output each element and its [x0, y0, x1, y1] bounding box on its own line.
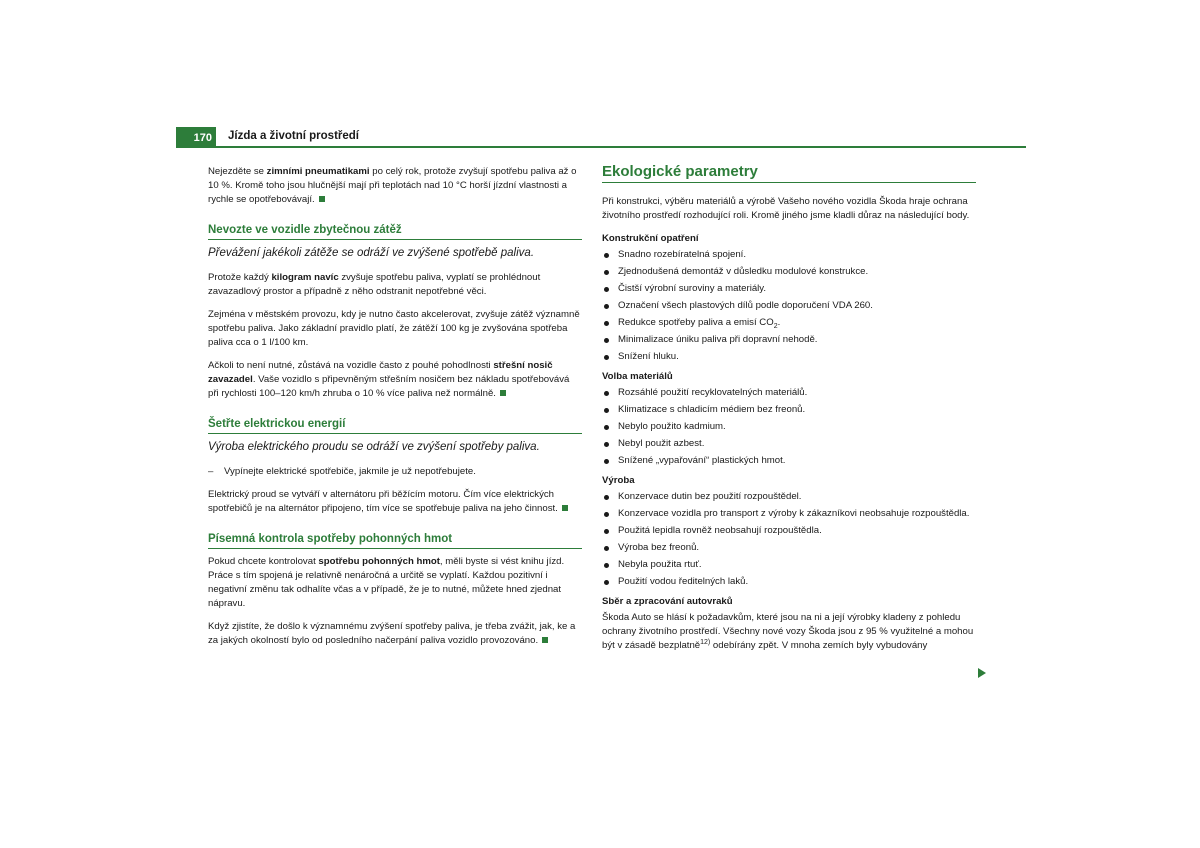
group-title: Sběr a zpracování autovraků [602, 596, 733, 607]
paragraph [208, 488, 582, 516]
end-square-icon [319, 196, 325, 202]
section-lead: Převážení jakékoli zátěže se odráží ve zvýšené spotřebě paliva. [208, 247, 535, 259]
paragraph [208, 555, 582, 611]
text: po celý rok, protože zvyšují spotřebu paliva až o 10 %. Kromě toho jsou hlučnější mají při teplotách nad 10 °C horší jízdní vlastnosti a rychle se opotřebovávají. [208, 166, 577, 205]
list-item: Snížené „vypařování“ plastických hmot. [602, 454, 976, 468]
text: . Vaše vozidlo s připevněným střešním nosičem bez nákladu spotřebovává při rychlosti 100–120 km/h zhruba o 10 % více paliva než normálně. [208, 374, 570, 399]
list-item: Minimalizace úniku paliva při dopravní nehodě. [602, 333, 976, 347]
text: Ačkoli to není nutné, zůstává na vozidle často z pouhé pohodlnosti [208, 360, 494, 371]
list-item: Použitá lepidla rovněž neobsahují rozpouštědla. [602, 524, 976, 538]
group-title: Volba materiálů [602, 371, 673, 382]
text: Redukce spotřeby paliva a emisí CO [618, 317, 774, 328]
end-square-icon [542, 637, 548, 643]
left-column [208, 165, 582, 657]
group-title: Konstrukční opatření [602, 233, 699, 244]
text: Když zjistíte, že došlo k významnému zvýšení spotřeby paliva, je třeba zvážit, jak, ke a za jakých okolností bylo od posledního načerpání paliva vozidlo provozováno. [208, 621, 576, 646]
text: odebírány zpět. V mnoha zemích byly vybudovány [710, 640, 928, 651]
group-title: Výroba [602, 475, 635, 486]
continue-arrow-icon [978, 668, 986, 678]
list-item: Výroba bez freonů. [602, 541, 976, 555]
subscript: 2 [773, 322, 778, 330]
list-item: Konzervace vozidla pro transport z výroby k zákazníkovi neobsahuje rozpouštědla. [602, 507, 976, 521]
text: Nejezděte se [208, 166, 267, 177]
paragraph [208, 620, 582, 648]
bold-text: zimními pneumatikami [266, 166, 370, 177]
text: Pokud chcete kontrolovat [208, 556, 319, 567]
list-item: Nebyl použit azbest. [602, 437, 976, 451]
header-rule [216, 146, 1026, 148]
bold-text: střešní nosič zavazadel [208, 360, 553, 385]
section-lead: Výroba elektrického proudu se odráží ve zvýšení spotřeby paliva. [208, 441, 540, 453]
right-column [602, 165, 976, 662]
intro-paragraph [208, 165, 582, 207]
materials-list [602, 386, 976, 468]
dash-marker: – [208, 466, 214, 477]
text: Elektrický proud se vytváří v alternátoru při běžícím motoru. Čím více elektrických spotřebičů je na alternátor připojeno, tím více se spotřebuje paliva na jeho činnost. [208, 489, 558, 514]
list-item: Konzervace dutin bez použití rozpouštědel. [602, 490, 976, 504]
eco-intro: Při konstrukci, výběru materiálů a výrobě Vašeho nového vozidla Škoda hraje ochrana životního prostředí rozhodující roli. Kromě jiného jsme kladli důraz na následující body. [602, 196, 970, 221]
list-item: Čistší výrobní suroviny a materiály. [602, 282, 976, 296]
page-number: 170 [176, 127, 216, 148]
paragraph [208, 359, 582, 401]
list-item-text: Vypínejte elektrické spotřebiče, jakmile je už nepotřebujete. [224, 466, 476, 477]
section-title-load: Nevozte ve vozidle zbytečnou zátěž [208, 223, 582, 240]
list-item: Zjednodušená demontáž v důsledku modulové konstrukce. [602, 265, 976, 279]
text: Škoda Auto se hlásí k požadavkům, které jsou na ni a její výrobky kladeny z pohledu ochrany životního prostředí. Všechny nové vozy Škoda jsou z 95 % využitelné a mohou být v zásadě bezplatně [602, 612, 974, 651]
list-item [602, 316, 976, 330]
end-square-icon [500, 390, 506, 396]
list-item: Snadno rozebíratelná spojení. [602, 248, 976, 262]
paragraph: Zejména v městském provozu, kdy je nutno často akcelerovat, zvyšuje zátěž významně spotřebu paliva. Jako základní pravidlo platí, že zátěží 100 kg je zvyšována spotřeba paliva cca o 1 l/100 km. [208, 309, 580, 348]
list-item: Označení všech plastových dílů podle doporučení VDA 260. [602, 299, 976, 313]
page-header [176, 127, 1026, 148]
paragraph [602, 611, 976, 653]
text: . [777, 317, 781, 328]
list-item: Použití vodou ředitelných laků. [602, 575, 976, 589]
construction-list [602, 248, 976, 364]
footnote-ref: 12) [700, 638, 711, 646]
bold-text: spotřebu pohonných hmot [318, 556, 440, 567]
list-item [208, 465, 582, 479]
paragraph [208, 271, 582, 299]
list-item: Snížení hluku. [602, 350, 976, 364]
list-item: Rozsáhlé použití recyklovatelných materiálů. [602, 386, 976, 400]
section-title-fuel-log: Písemná kontrola spotřeby pohonných hmot [208, 532, 582, 549]
production-list [602, 490, 976, 589]
eco-title: Ekologické parametry [602, 165, 976, 183]
end-square-icon [562, 505, 568, 511]
text: Protože každý [208, 272, 272, 283]
list-item: Nebyla použita rtuť. [602, 558, 976, 572]
bold-text: kilogram navíc [271, 272, 339, 283]
section-title-electric: Šetřte elektrickou energií [208, 417, 582, 434]
text: , měli byste si vést knihu jízd. Práce s tím spojená je relativně nenáročná a určitě se vyplatí. Každou pozitivní i negativní změnu tak odhalíte včas a v případě, že je to nutné, můžete hned zjednat nápravu. [208, 556, 565, 609]
list-item: Nebylo použito kadmium. [602, 420, 976, 434]
text: zvyšuje spotřebu paliva, vyplatí se prohlédnout zavazadlový prostor a případně z něho odstranit nepotřebné věci. [208, 272, 541, 297]
chapter-title: Jízda a životní prostředí [228, 130, 359, 142]
list-item: Klimatizace s chladicím médiem bez freonů. [602, 403, 976, 417]
